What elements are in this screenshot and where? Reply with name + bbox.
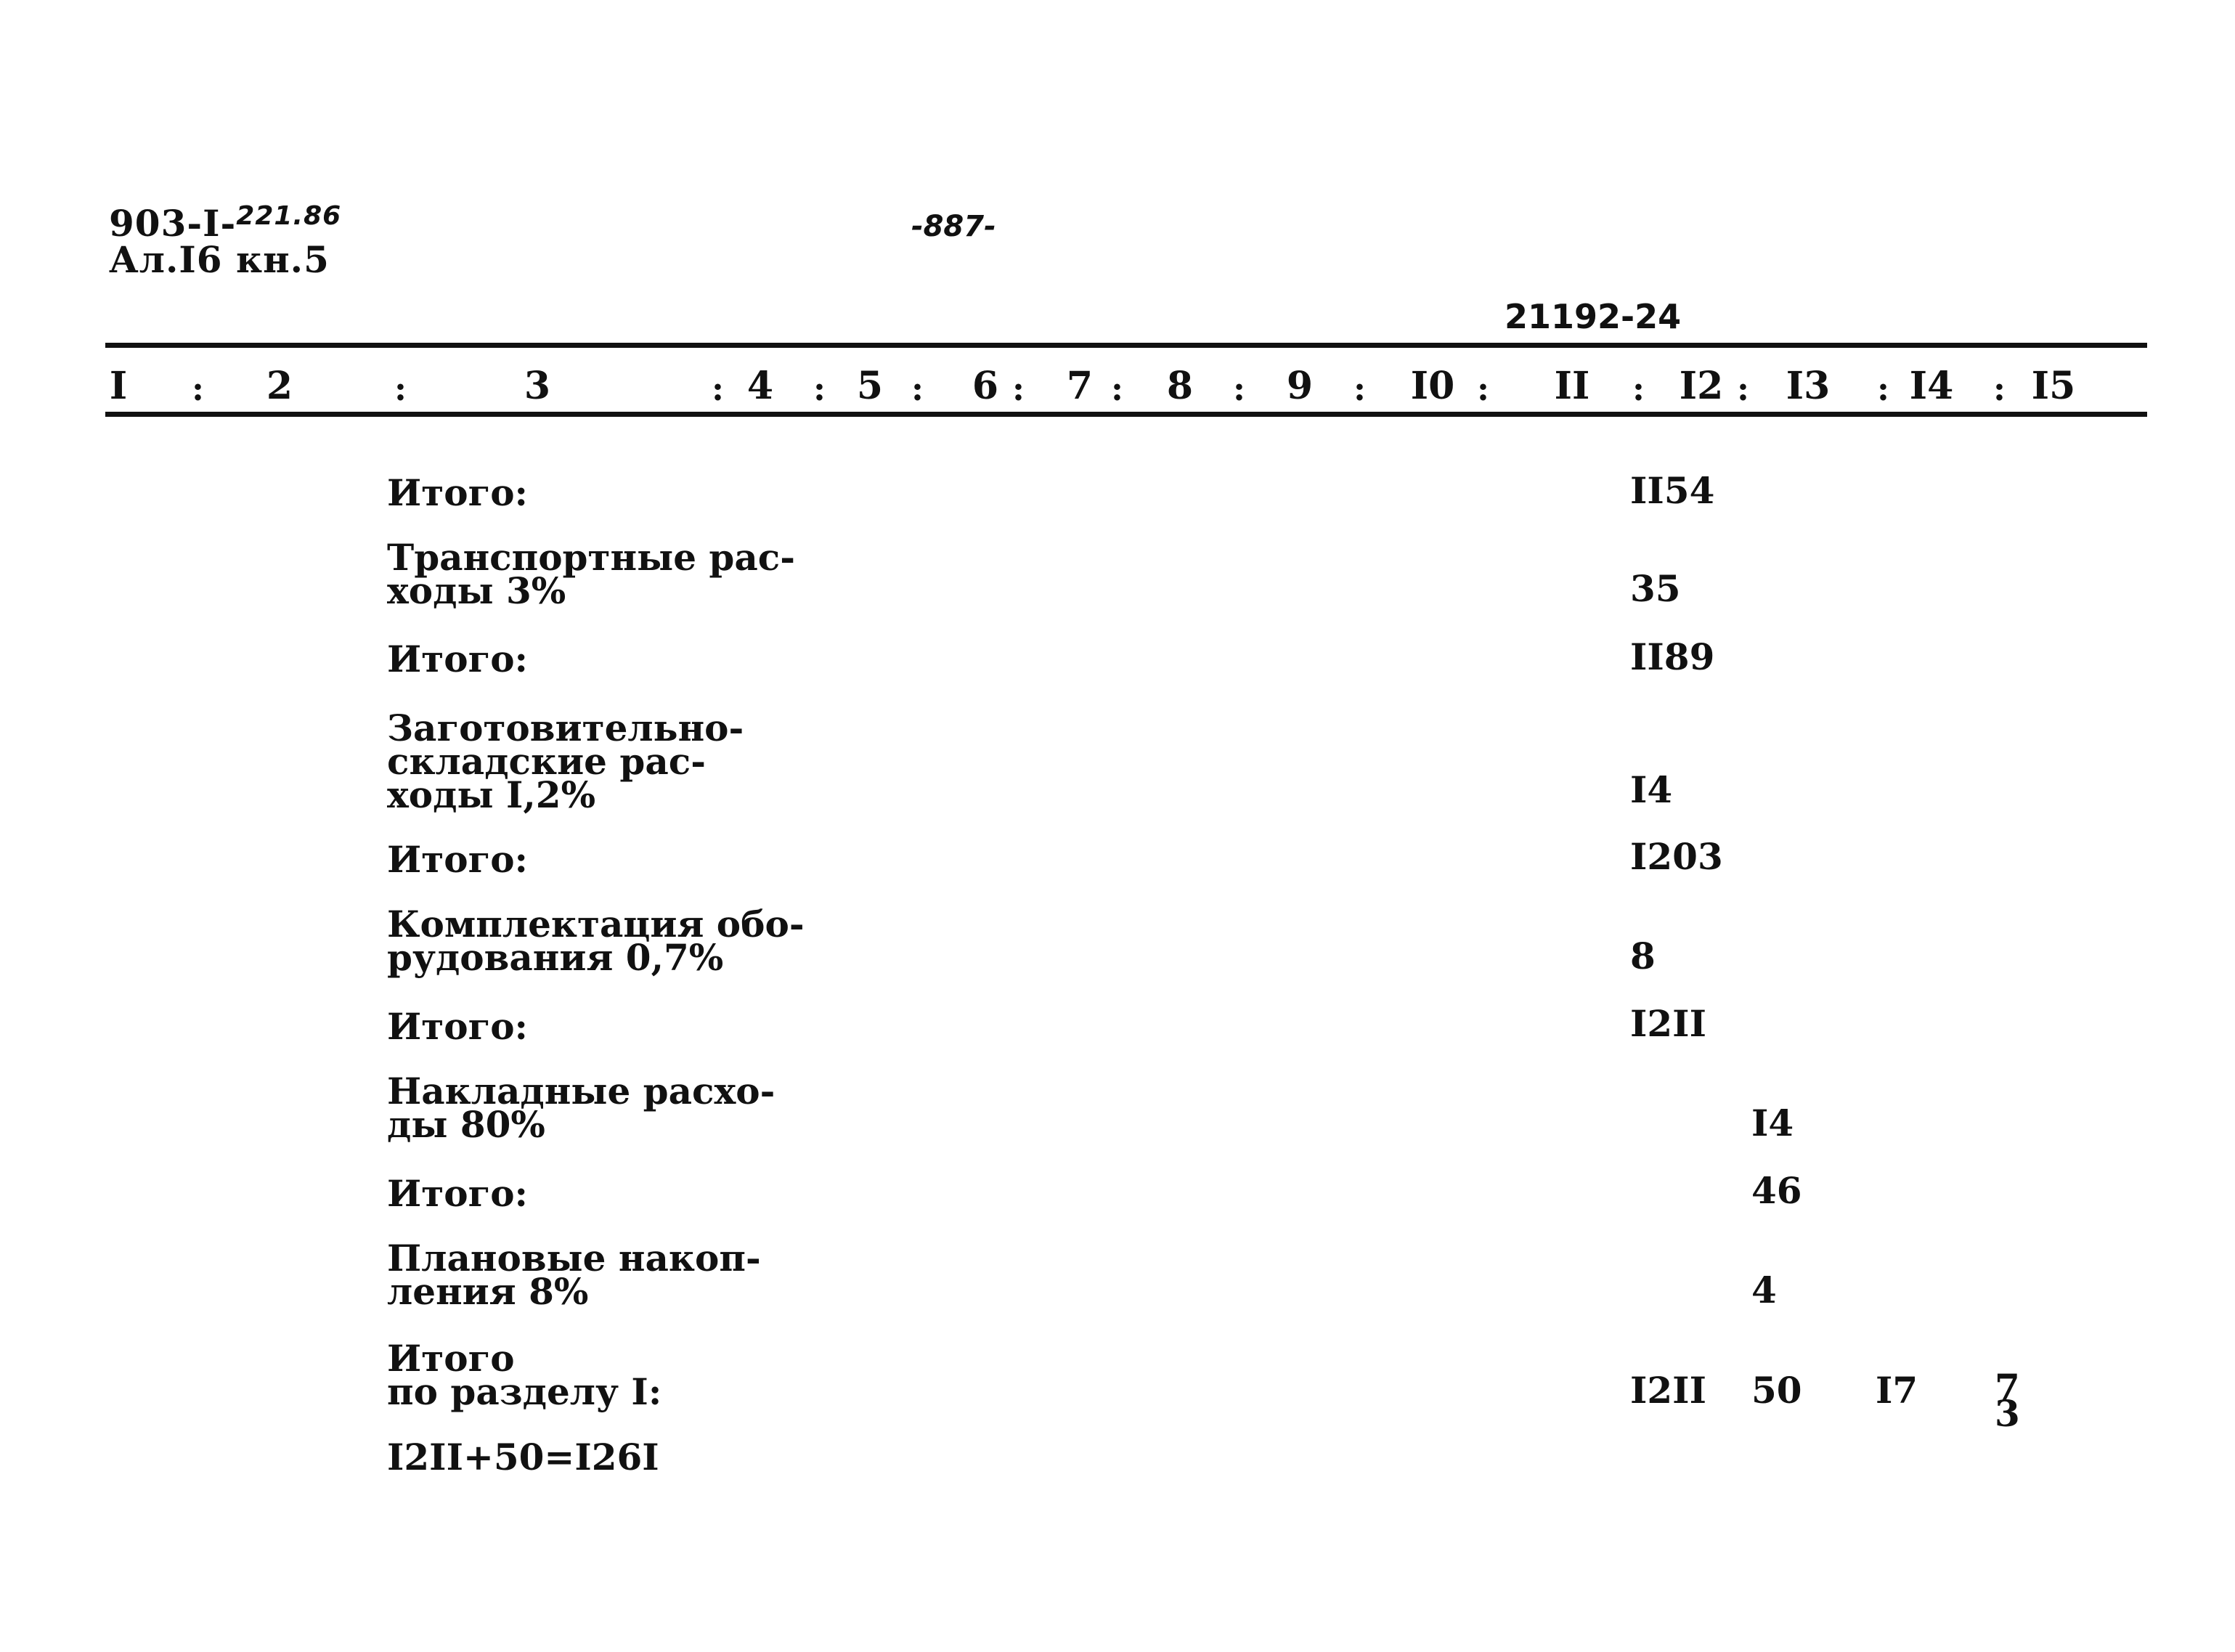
col-header-7: 7 (1066, 364, 1094, 408)
row-label: Комплектация обо- рудования 0,7% (387, 903, 805, 979)
col-separator: : (1111, 369, 1123, 408)
col-separator: : (1353, 369, 1366, 408)
col-header-3: 3 (524, 364, 551, 408)
row-label: Накладные расхо- ды 80% (387, 1070, 775, 1146)
page-number: -887- (911, 210, 996, 243)
doc-code-handwritten: 221.86 (236, 201, 342, 231)
album-line: Ал.I6 кн.5 (109, 238, 330, 281)
col-header-6: 6 (972, 364, 999, 408)
row-value-col11: 35 (1630, 567, 1681, 610)
row-label: Итого: (387, 471, 529, 514)
row-value-col12: I4 (1751, 1102, 1794, 1144)
row-label: Итого: (387, 1005, 529, 1048)
col-separator: : (1737, 369, 1749, 408)
stamp-number: 21192-24 (1505, 297, 1682, 336)
row-label: Итого: (387, 1172, 529, 1215)
col-separator: : (1632, 369, 1645, 408)
col-header-10: I0 (1410, 364, 1455, 408)
row-label: Итого: (387, 838, 529, 881)
row-value-col12: 46 (1751, 1169, 1802, 1212)
col-header-13: I3 (1786, 364, 1831, 408)
col-header-15: I5 (2031, 364, 2076, 408)
col-header-2: 2 (266, 364, 293, 408)
col-header-9: 9 (1286, 364, 1314, 408)
row-value-col12: 4 (1751, 1269, 1777, 1311)
header-rule-bottom (105, 412, 2147, 417)
row-value-col11: I2II (1630, 1002, 1706, 1045)
section-total-col12: 50 (1751, 1369, 1802, 1412)
row-label: Итого: (387, 638, 529, 680)
col-separator: : (1993, 369, 2006, 408)
row-value-col11: I4 (1630, 768, 1673, 811)
col-separator: : (394, 369, 407, 408)
col-header-14: I4 (1909, 364, 1954, 408)
col-separator: : (192, 369, 204, 408)
row-label: Транспортные рас- ходы 3% (387, 536, 795, 612)
row-label: Плановые накоп- ления 8% (387, 1237, 761, 1313)
section-total-col14: 7 3 (1995, 1366, 2020, 1435)
col-header-11: II (1554, 364, 1590, 408)
col-separator: : (911, 369, 924, 408)
section-total-col11: I2II (1630, 1369, 1706, 1412)
col-separator: : (1012, 369, 1025, 408)
col-separator: : (1477, 369, 1489, 408)
col-separator: : (712, 369, 724, 408)
col-header-4: 4 (746, 364, 774, 408)
doc-code-prefix: 903-I- (109, 202, 237, 245)
doc-code (109, 201, 342, 245)
row-value-col11: II89 (1630, 635, 1715, 678)
col-separator: : (1877, 369, 1889, 408)
col-header-12: I2 (1679, 364, 1724, 408)
section-total-col13: I7 (1876, 1369, 1918, 1412)
col-header-1: I (109, 364, 128, 408)
header-rule-top (105, 343, 2147, 348)
col-separator: : (1233, 369, 1245, 408)
section-total-label: Итого по разделу I: (387, 1337, 662, 1413)
row-label: Заготовительно- складские рас- ходы I,2% (387, 707, 744, 816)
col-separator: : (813, 369, 826, 408)
col-header-8: 8 (1166, 364, 1194, 408)
footer-formula: I2II+50=I26I (387, 1436, 659, 1478)
row-value-col11: I203 (1630, 835, 1723, 878)
col-header-5: 5 (856, 364, 884, 408)
row-value-col11: 8 (1630, 935, 1656, 977)
row-value-col11: II54 (1630, 469, 1715, 512)
